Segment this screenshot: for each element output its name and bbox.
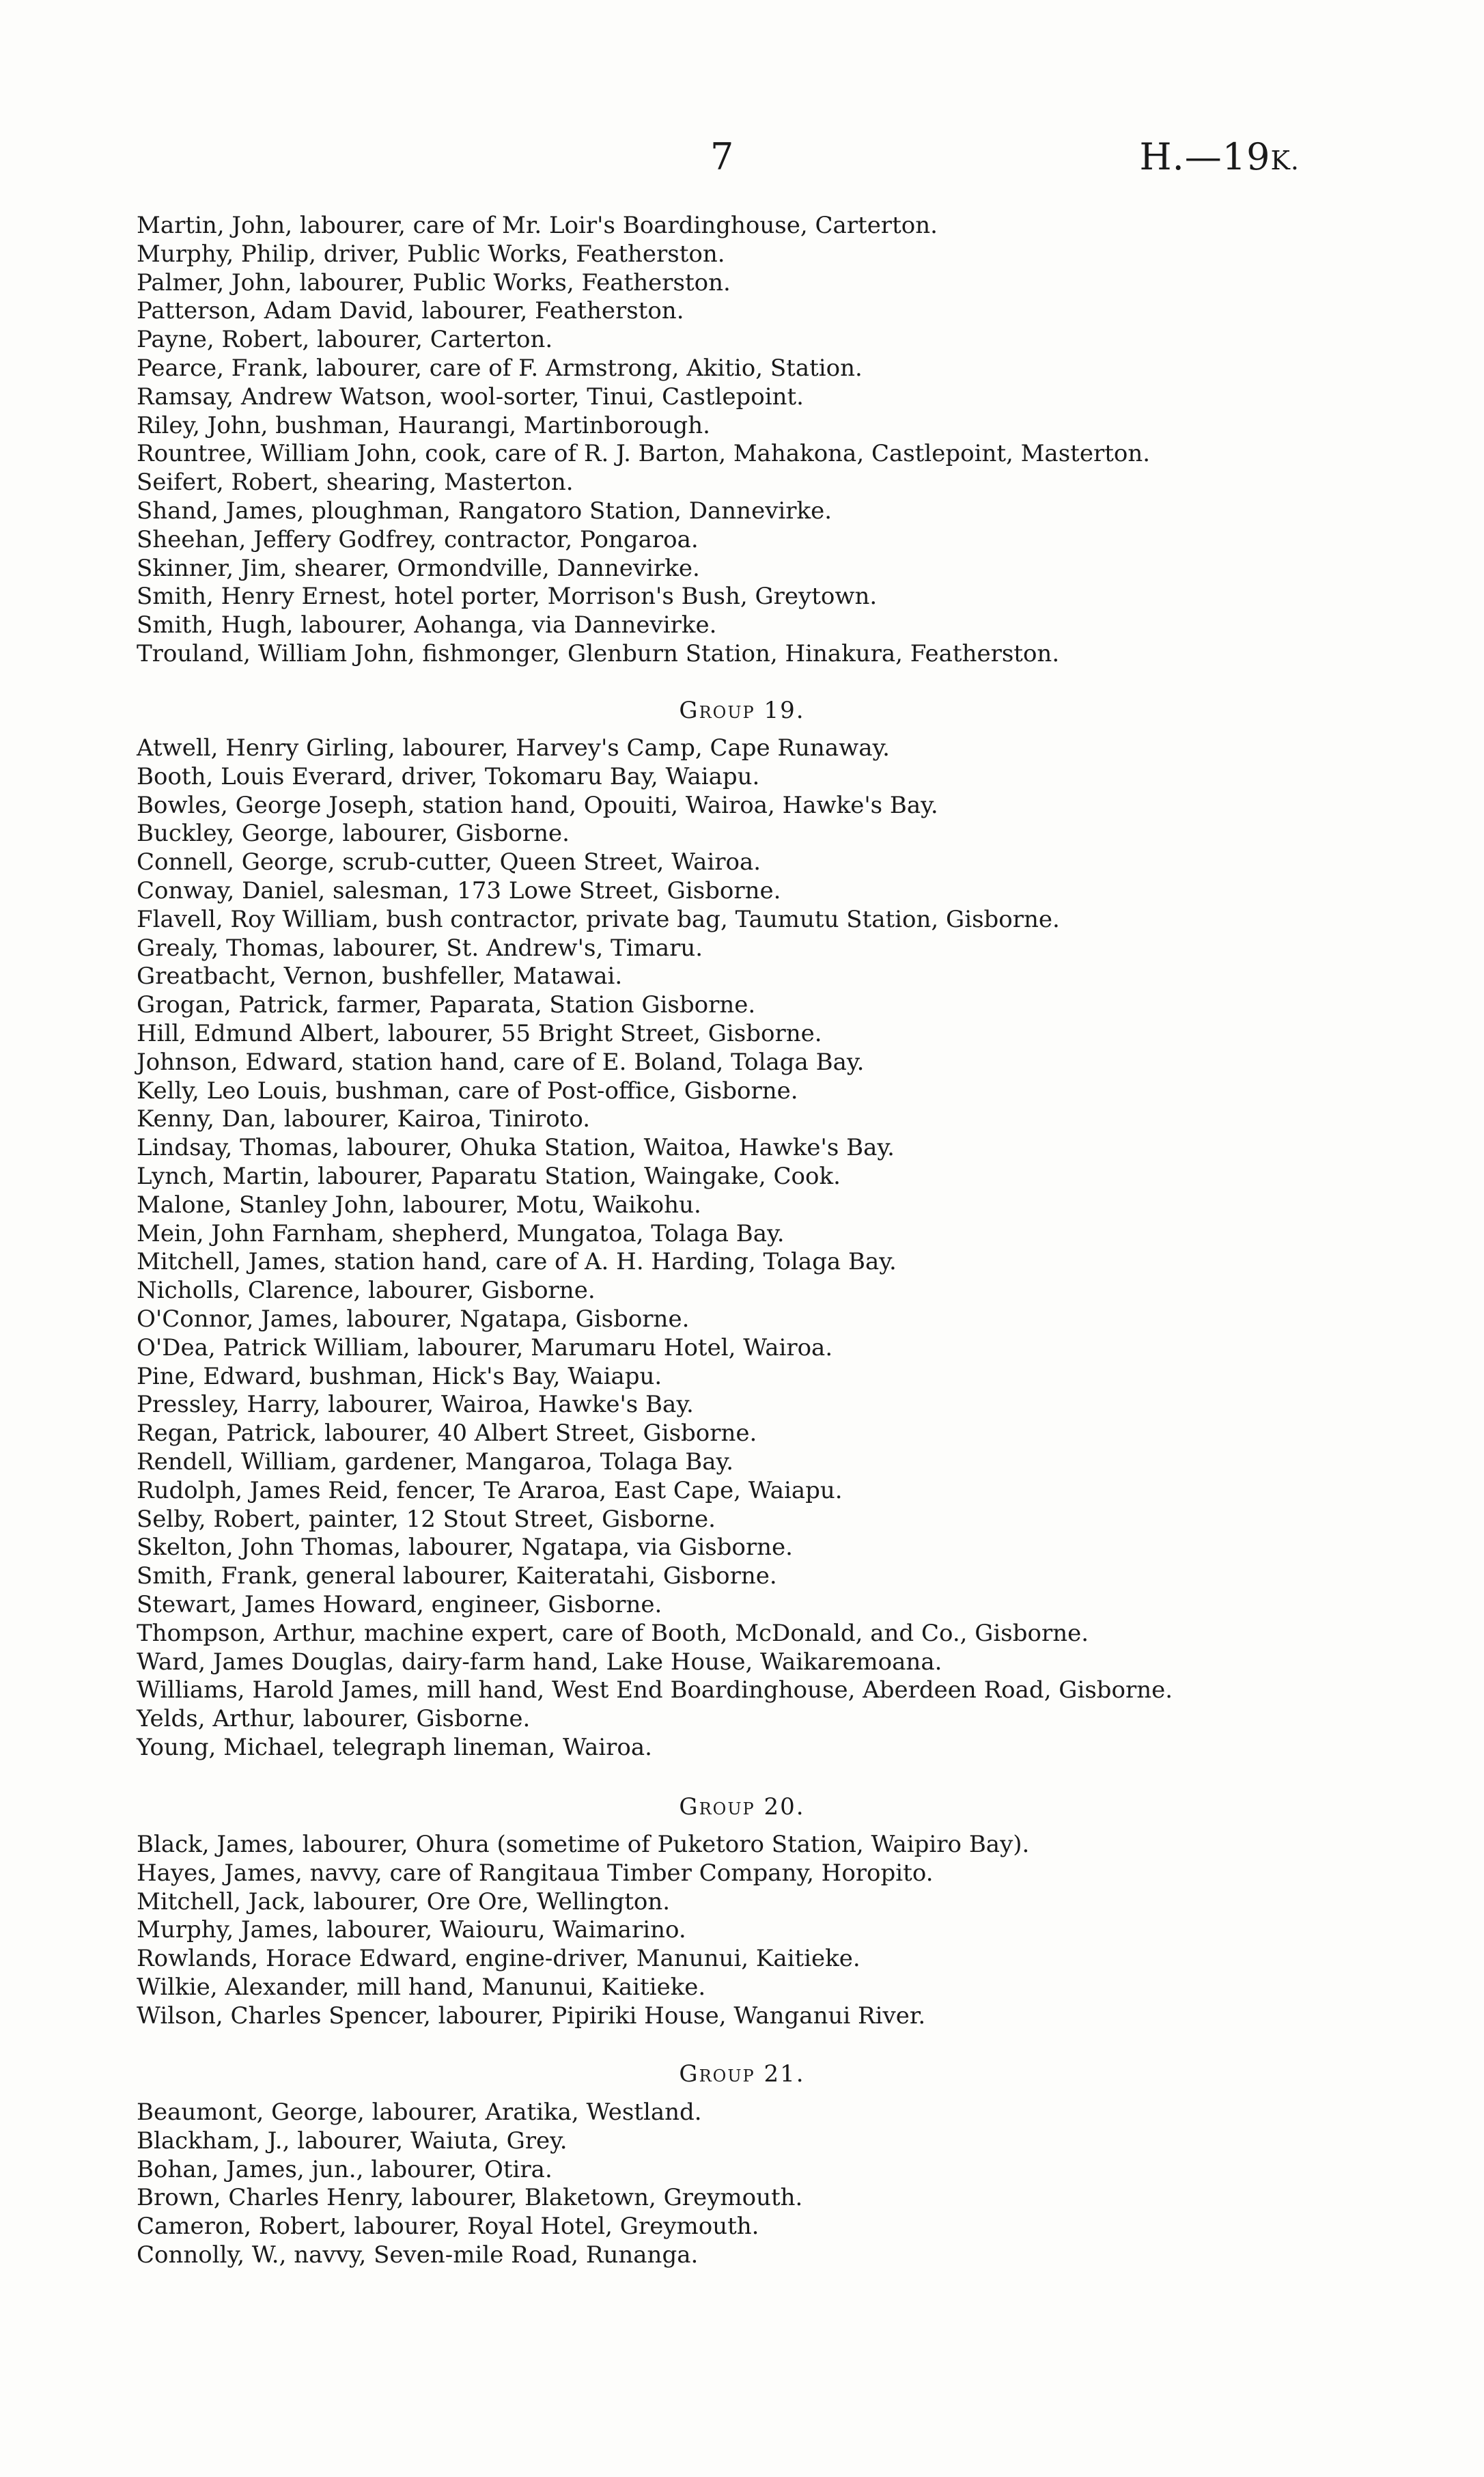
- document-code: [1140, 135, 1300, 178]
- list-item: Booth, Louis Everard, driver, Tokomaru Bay, Waiapu.: [137, 762, 760, 790]
- list-item: Atwell, Henry Girling, labourer, Harvey's Camp, Cape Runaway.: [137, 734, 890, 762]
- list-item: Rowlands, Horace Edward, engine-driver, Manunui, Kaitieke.: [137, 1945, 860, 1973]
- group-19-heading-text: Group 19.: [679, 697, 805, 724]
- list-item: Ramsay, Andrew Watson, wool-sorter, Tinui, Castlepoint.: [137, 383, 804, 411]
- list-item: Wilkie, Alexander, mill hand, Manunui, Kaitieke.: [137, 1973, 706, 2001]
- top-entries-list: [137, 212, 1366, 669]
- list-item: Yelds, Arthur, labourer, Gisborne.: [137, 1705, 531, 1733]
- list-item: Cameron, Robert, labourer, Royal Hotel, Greymouth.: [137, 2213, 759, 2241]
- list-item: Rountree, William John, cook, care of R. J. Barton, Mahakona, Castlepoint, Masterton.: [137, 440, 1151, 468]
- document-code-prefix: H.—19: [1139, 135, 1271, 178]
- list-item: Shand, James, ploughman, Rangatoro Station, Dannevirke.: [137, 497, 832, 525]
- list-item: Stewart, James Howard, engineer, Gisborne.: [137, 1590, 662, 1618]
- list-item: Kelly, Leo Louis, bushman, care of Post-office, Gisborne.: [137, 1077, 798, 1105]
- list-item: Smith, Frank, general labourer, Kaiteratahi, Gisborne.: [137, 1562, 777, 1590]
- list-item: Trouland, William John, fishmonger, Glenburn Station, Hinakura, Featherston.: [137, 639, 1060, 667]
- list-item: Young, Michael, telegraph lineman, Wairoa.: [137, 1733, 652, 1761]
- group-21-heading-text: Group 21.: [679, 2060, 805, 2088]
- list-item: Rudolph, James Reid, fencer, Te Araroa, East Cape, Waiapu.: [137, 1476, 843, 1504]
- list-item: Johnson, Edward, station hand, care of E. Boland, Tolaga Bay.: [137, 1048, 865, 1076]
- list-item: Grogan, Patrick, farmer, Paparata, Station Gisborne.: [137, 991, 756, 1019]
- list-item: Williams, Harold James, mill hand, West End Boardinghouse, Aberdeen Road, Gisborne.: [137, 1676, 1173, 1704]
- list-item: Palmer, John, labourer, Public Works, Featherston.: [137, 268, 731, 296]
- list-item: Pressley, Harry, labourer, Wairoa, Hawke's Bay.: [137, 1391, 694, 1419]
- list-item: Pearce, Frank, labourer, care of F. Armstrong, Akitio, Station.: [137, 354, 863, 382]
- group-21-heading: [0, 2060, 1484, 2088]
- list-item: Bowles, George Joseph, station hand, Opouiti, Wairoa, Hawke's Bay.: [137, 791, 938, 819]
- page-number: 7: [710, 135, 734, 178]
- list-item: Murphy, James, labourer, Waiouru, Waimarino.: [137, 1916, 686, 1944]
- list-item: Beaumont, George, labourer, Aratika, Westland.: [137, 2099, 702, 2126]
- list-item: Mitchell, Jack, labourer, Ore Ore, Wellington.: [137, 1887, 671, 1915]
- list-item: Buckley, George, labourer, Gisborne.: [137, 820, 570, 848]
- list-item: Ward, James Douglas, dairy-farm hand, Lake House, Waikaremoana.: [137, 1648, 942, 1676]
- list-item: Patterson, Adam David, labourer, Featherston.: [137, 297, 684, 325]
- list-item: Mitchell, James, station hand, care of A. H. Harding, Tolaga Bay.: [137, 1248, 897, 1276]
- list-item: Grealy, Thomas, labourer, St. Andrew's, Timaru.: [137, 934, 703, 962]
- list-item: Bohan, James, jun., labourer, Otira.: [137, 2155, 552, 2183]
- list-item: Murphy, Philip, driver, Public Works, Featherston.: [137, 240, 725, 268]
- list-item: Hill, Edmund Albert, labourer, 55 Bright Street, Gisborne.: [137, 1019, 822, 1047]
- list-item: Smith, Hugh, labourer, Aohanga, via Dannevirke.: [137, 611, 717, 639]
- list-item: Payne, Robert, labourer, Carterton.: [137, 326, 553, 354]
- list-item: Nicholls, Clarence, labourer, Gisborne.: [137, 1277, 596, 1305]
- list-item: Martin, John, labourer, care of Mr. Loir's Boardinghouse, Carterton.: [137, 212, 938, 239]
- group-19-list: [137, 734, 1366, 1762]
- document-code-suffix: K.: [1270, 146, 1300, 176]
- group-20-heading: [0, 1793, 1484, 1821]
- list-item: Sheehan, Jeffery Godfrey, contractor, Pongaroa.: [137, 525, 699, 553]
- list-item: Lynch, Martin, labourer, Paparatu Station, Waingake, Cook.: [137, 1162, 841, 1190]
- list-item: Black, James, labourer, Ohura (sometime of Puketoro Station, Waipiro Bay).: [137, 1831, 1030, 1858]
- list-item: Conway, Daniel, salesman, 173 Lowe Street, Gisborne.: [137, 876, 781, 904]
- group-20-heading-text: Group 20.: [679, 1793, 805, 1821]
- list-item: Malone, Stanley John, labourer, Motu, Waikohu.: [137, 1191, 701, 1219]
- list-item: Rendell, William, gardener, Mangaroa, Tolaga Bay.: [137, 1448, 734, 1476]
- list-item: Lindsay, Thomas, labourer, Ohuka Station, Waitoa, Hawke's Bay.: [137, 1134, 895, 1162]
- list-item: Blackham, J., labourer, Waiuta, Grey.: [137, 2127, 568, 2155]
- list-item: Greatbacht, Vernon, bushfeller, Matawai.: [137, 963, 623, 991]
- group-19-heading: [0, 697, 1484, 724]
- group-21-list: [137, 2099, 1366, 2270]
- list-item: Hayes, James, navvy, care of Rangitaua Timber Company, Horopito.: [137, 1859, 934, 1887]
- list-item: Riley, John, bushman, Haurangi, Martinborough.: [137, 411, 710, 439]
- list-item: Regan, Patrick, labourer, 40 Albert Street, Gisborne.: [137, 1420, 757, 1448]
- list-item: Brown, Charles Henry, labourer, Blaketown, Greymouth.: [137, 2184, 803, 2212]
- list-item: Connolly, W., navvy, Seven-mile Road, Runanga.: [137, 2241, 699, 2269]
- list-item: O'Dea, Patrick William, labourer, Marumaru Hotel, Wairoa.: [137, 1333, 833, 1361]
- list-item: Selby, Robert, painter, 12 Stout Street, Gisborne.: [137, 1505, 716, 1533]
- group-20-list: [137, 1831, 1366, 2031]
- list-item: Skelton, John Thomas, labourer, Ngatapa, via Gisborne.: [137, 1534, 793, 1562]
- list-item: Mein, John Farnham, shepherd, Mungatoa, Tolaga Bay.: [137, 1219, 785, 1247]
- list-item: Kenny, Dan, labourer, Kairoa, Tiniroto.: [137, 1105, 591, 1133]
- list-item: Skinner, Jim, shearer, Ormondville, Dannevirke.: [137, 554, 700, 582]
- list-item: Smith, Henry Ernest, hotel porter, Morrison's Bush, Greytown.: [137, 583, 878, 611]
- list-item: Thompson, Arthur, machine expert, care of Booth, McDonald, and Co., Gisborne.: [137, 1619, 1089, 1647]
- list-item: Flavell, Roy William, bush contractor, private bag, Taumutu Station, Gisborne.: [137, 905, 1060, 933]
- list-item: Connell, George, scrub-cutter, Queen Street, Wairoa.: [137, 848, 761, 876]
- list-item: Seifert, Robert, shearing, Masterton.: [137, 469, 574, 497]
- list-item: O'Connor, James, labourer, Ngatapa, Gisborne.: [137, 1305, 690, 1333]
- list-item: Wilson, Charles Spencer, labourer, Pipiriki House, Wanganui River.: [137, 2002, 926, 2030]
- list-item: Pine, Edward, bushman, Hick's Bay, Waiapu.: [137, 1362, 662, 1390]
